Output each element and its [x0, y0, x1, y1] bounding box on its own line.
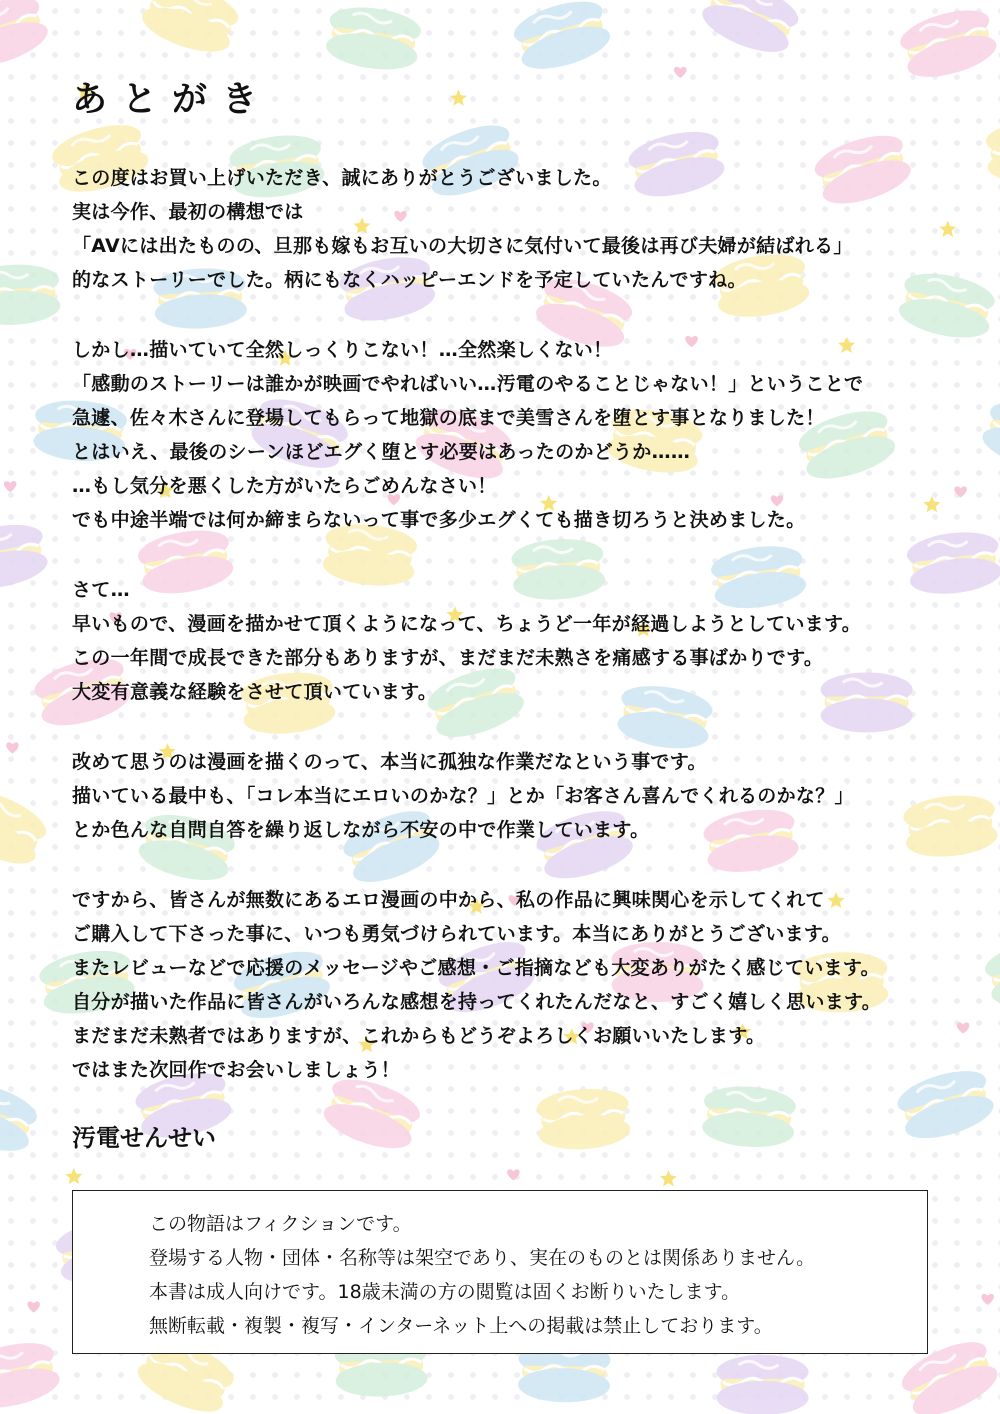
afterword-line: この度はお買い上げいただき、誠にありがとうございました。 [72, 167, 612, 189]
notice-line: 登場する人物・団体・名称等は架空であり、実在のものとは関係ありません。 [149, 1247, 816, 1269]
afterword-line: 急遽、佐々木さんに登場してもらって地獄の底まで美雪さんを堕とす事となりました！ [72, 407, 825, 429]
afterword-line: とはいえ、最後のシーンほどエグく堕とす必要はあったのかどうか…… [72, 441, 691, 463]
afterword-line: 大変有意義な経験をさせて頂いています。 [72, 681, 438, 703]
afterword-line: さて… [72, 579, 130, 601]
afterword-line: 的なストーリーでした。柄にもなくハッピーエンドを予定していたんですね。 [72, 269, 747, 291]
afterword-line: とか色んな自問自答を繰り返しながら不安の中で作業しています。 [72, 819, 650, 841]
afterword-line: ご購入して下さった事に、いつも勇気づけられています。本当にありがとうございます。 [72, 923, 841, 945]
afterword-line: 自分が描いた作品に皆さんがいろんな感想を持ってくれたんだなと、すごく嬉しく思います。 [72, 991, 882, 1013]
legal-notice-box [72, 1190, 928, 1354]
afterword-line: …もし気分を悪くした方がいたらごめんなさい！ [72, 475, 497, 497]
author-signature: 汚電せんせい [72, 1124, 216, 1152]
afterword-line: またレビューなどで応援のメッセージやご感想・ご指摘なども大変ありがたく感じています。 [72, 957, 880, 979]
afterword-line: 「AVには出たものの、旦那も嫁もお互いの大切さに気付いて最後は再び夫婦が結ばれる」 [72, 235, 853, 257]
afterword-line: 早いもので、漫画を描かせて頂くようになって、ちょうど一年が経過しようとしています。 [72, 613, 862, 635]
afterword-line: 改めて思うのは漫画を描くのって、本当に孤独な作業だなという事です。 [72, 751, 707, 773]
afterword-line: 描いている最中も、「コレ本当にエロいのかな？」とか「お客さん喜んでくれるのかな？」 [72, 785, 854, 807]
afterword-line: でも中途半端では何か締まらないって事で多少エグくても描き切ろうと決めました。 [72, 509, 806, 531]
afterword-line: ではまた次回作でお会いしましょう！ [72, 1059, 401, 1081]
afterword-line: ですから、皆さんが無数にあるエロ漫画の中から、私の作品に興味関心を示してくれて [72, 889, 825, 911]
afterword-line: この一年間で成長できた部分もありますが、まだまだ未熟さを痛感する事ばかりです。 [72, 647, 824, 669]
notice-line: 本書は成人向けです。18歳未満の方の閲覧は固くお断りいたします。 [149, 1281, 741, 1303]
afterword-line: 「感動のストーリーは誰かが映画でやればいい…汚電のやることじゃない！」ということで [72, 373, 864, 395]
notice-line: 無断転載・複製・複写・インターネット上への掲載は禁止しております。 [149, 1315, 773, 1337]
afterword-line: しかし…描いていて全然しっくりこない！…全然楽しくない！ [72, 339, 613, 361]
page-title: あとがき [72, 80, 273, 120]
afterword-line: 実は今作、最初の構想では [72, 201, 304, 223]
afterword-line: まだまだ未熟者ではありますが、これからもどうぞよろしくお願いいたします。 [72, 1025, 766, 1047]
notice-line: この物語はフィクションです。 [149, 1213, 412, 1235]
